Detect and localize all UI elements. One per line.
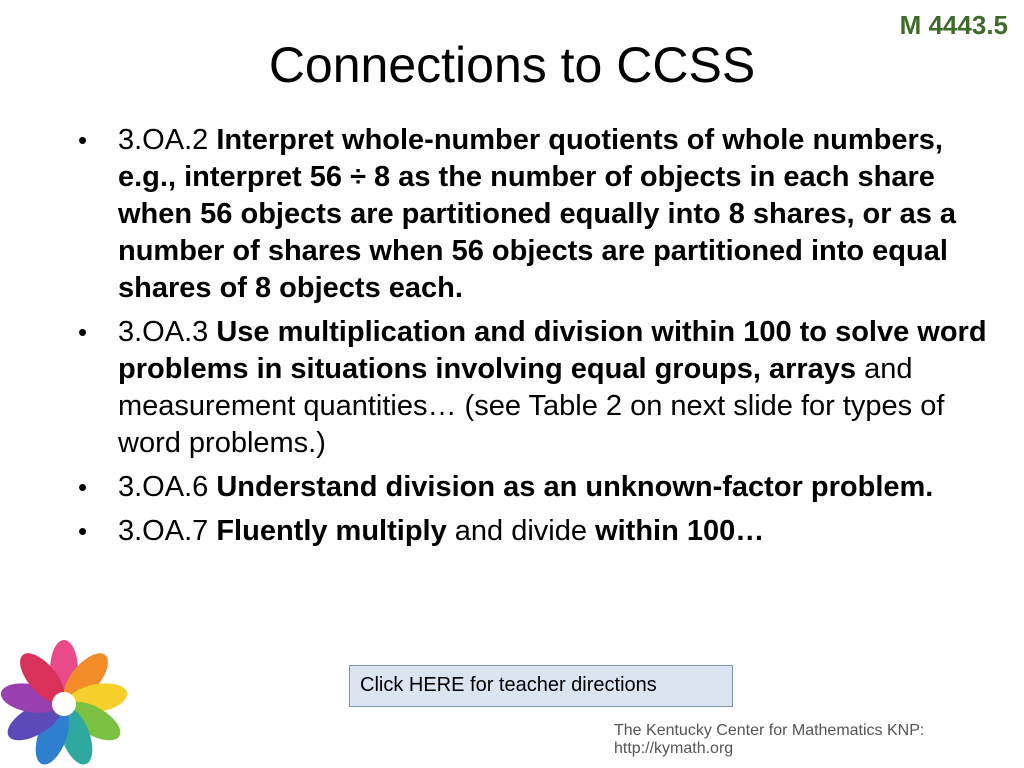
standard-text: Fluently multiply (216, 515, 447, 547)
slide-code: M 4443.5 (899, 10, 1008, 40)
standard-text: Use multiplication and division within 100 to solve word problems in situations involving equal groups, arrays (118, 316, 987, 385)
standard-code: 3.OA.2 (118, 124, 217, 156)
bullet-icon: • (78, 317, 88, 347)
list-item (76, 122, 996, 307)
standard-text: and measurement quantities… (see Table 2 on next slide for types of word problems.) (118, 353, 945, 459)
list-item (76, 513, 996, 550)
list-item (76, 314, 996, 462)
pinwheel-icon (0, 640, 130, 768)
teacher-directions-button[interactable]: Click HERE for teacher directions (349, 665, 733, 707)
standard-text: and divide (446, 515, 596, 547)
bullet-icon: • (78, 125, 88, 155)
standard-text: Interpret whole-number quotients of whole numbers, e.g., interpret 56 ÷ 8 as the number of objects in each share when 56 objects are partitioned equally into 8 shares, or as a number of shares when 56 objects are partitioned into equal shares of 8 objects each. (118, 124, 957, 304)
bullet-icon: • (78, 516, 88, 546)
page-title: Connections to CCSS (268, 37, 756, 93)
standard-code: 3.OA.3 (118, 316, 217, 348)
standard-text: Understand division as an unknown-factor problem. (216, 471, 934, 503)
list-item (76, 469, 996, 506)
standards-list (76, 122, 996, 557)
bullet-icon: • (78, 472, 88, 502)
standard-code: 3.OA.6 (118, 471, 217, 503)
footer-credit: The Kentucky Center for Mathematics KNP: http://kymath.org (614, 722, 925, 757)
standard-text: within 100… (595, 515, 765, 547)
knp-logo (0, 640, 290, 768)
standard-code: 3.OA.7 (118, 515, 217, 547)
